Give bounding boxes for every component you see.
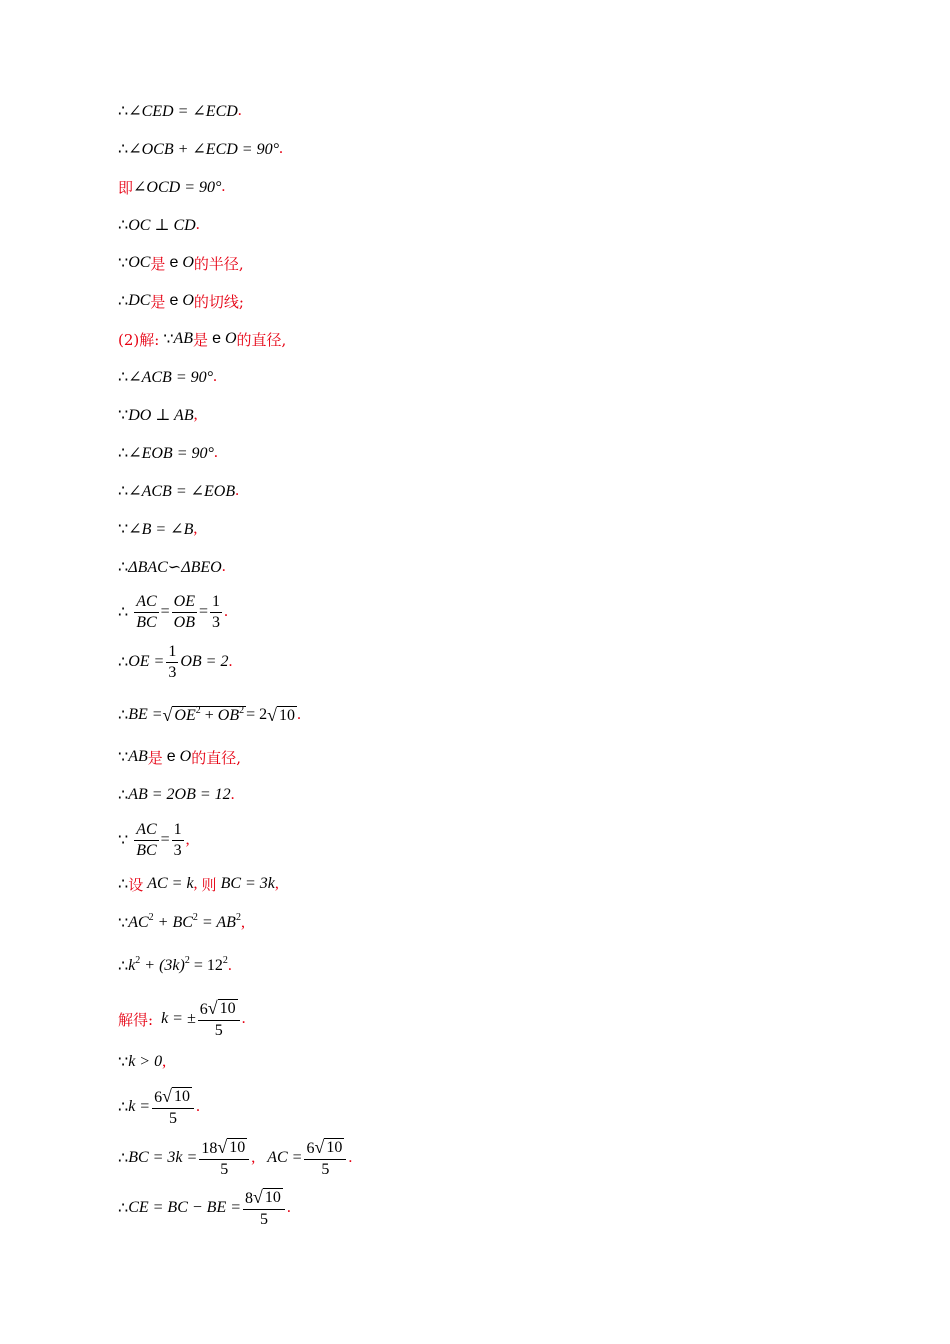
punctuation: .	[195, 1098, 200, 1115]
circle-symbol: e	[169, 254, 179, 271]
math-expression: k =	[128, 1098, 151, 1115]
math-variable: O	[179, 748, 192, 765]
proof-line-22	[118, 951, 232, 981]
chinese-text: 是	[150, 254, 166, 273]
punctuation: .	[279, 140, 283, 157]
therefore-symbol: ∴	[118, 369, 129, 386]
proof-line-26	[118, 1136, 352, 1180]
chinese-text: 的直径,	[236, 330, 287, 349]
math-expression: BE =	[128, 706, 163, 723]
circle-symbol: e	[212, 330, 221, 347]
therefore-symbol: ∴	[118, 654, 129, 671]
math-expression: AC = k	[147, 875, 194, 892]
math-expression: ∠ACB = 90°	[128, 369, 214, 386]
proof-line-13	[118, 552, 226, 582]
math-expression: ∠B = ∠B	[128, 521, 194, 538]
because-symbol: ∵	[118, 521, 129, 538]
fraction: 8 √ 10 5	[243, 1188, 285, 1228]
math-variable: O	[224, 330, 237, 347]
therefore-symbol: ∴	[118, 876, 129, 893]
therefore-symbol: ∴	[118, 1099, 129, 1116]
therefore-symbol: ∴	[118, 1200, 129, 1217]
math-expression: ∠CED = ∠ECD	[128, 103, 238, 120]
punctuation: ,	[193, 875, 198, 892]
punctuation: .	[221, 178, 226, 195]
proof-line-23	[118, 997, 246, 1041]
punctuation: .	[297, 706, 302, 723]
math-expression: DO ⊥ AB	[128, 407, 194, 424]
punctuation: .	[235, 482, 240, 499]
therefore-symbol: ∴	[118, 217, 129, 234]
punctuation: .	[224, 603, 229, 620]
therefore-symbol: ∴	[118, 707, 129, 724]
fraction: $\frac{1}{3}$	[168, 642, 177, 681]
proof-line-4	[118, 210, 200, 240]
proof-line-12	[118, 514, 197, 544]
math-variable: OC	[128, 254, 151, 271]
fraction: $\frac{AC}{BC}$	[136, 820, 157, 859]
therefore-symbol: ∴	[118, 787, 129, 804]
punctuation: ,	[185, 831, 190, 848]
proof-line-2	[118, 134, 283, 164]
therefore-symbol: ∴	[118, 958, 129, 975]
chinese-text: 的直径,	[191, 748, 241, 767]
proof-line-17	[118, 742, 241, 772]
proof-line-19	[118, 820, 190, 860]
math-expression: BC = 3k	[220, 875, 275, 892]
because-symbol: ∵	[118, 255, 129, 272]
chinese-text: 设	[128, 875, 144, 894]
proof-line-15	[118, 642, 232, 682]
because-symbol: ∵	[163, 331, 174, 348]
proof-line-7	[118, 324, 286, 354]
therefore-symbol: ∴	[118, 445, 129, 462]
therefore-symbol: ∴	[118, 103, 129, 120]
punctuation: .	[237, 102, 242, 119]
punctuation: .	[230, 786, 235, 803]
because-symbol: ∵	[118, 407, 129, 424]
punctuation: .	[228, 653, 233, 670]
chinese-text: 则	[201, 875, 217, 894]
punctuation: .	[221, 558, 226, 575]
math-expression: ∠ACB = ∠EOB	[128, 483, 236, 500]
math-expression: OE =	[128, 653, 165, 670]
math-variable: AB	[128, 748, 148, 765]
fraction: 6 √ 10 5	[152, 1087, 194, 1127]
equals-sign: =	[160, 831, 170, 848]
because-symbol: ∵	[118, 832, 129, 849]
square-root: √ 10	[267, 704, 296, 725]
proof-line-5	[118, 248, 244, 278]
punctuation: .	[241, 1010, 246, 1027]
punctuation: .	[286, 1199, 291, 1216]
therefore-symbol: ∴	[118, 559, 129, 576]
chinese-prefix: 即	[118, 178, 134, 197]
math-expression: ∠OCB + ∠ECD = 90°	[128, 141, 279, 158]
circle-symbol: e	[169, 292, 179, 309]
proof-line-18	[118, 780, 235, 810]
punctuation: ,	[251, 1149, 256, 1166]
fraction: $\frac{OE}{OB}$	[173, 592, 195, 631]
proof-line-8	[118, 362, 217, 392]
proof-line-25	[118, 1085, 200, 1129]
therefore-symbol: ∴	[118, 483, 129, 500]
math-expression: OC ⊥ CD	[128, 217, 196, 234]
math-expression: $AC^2 + BC^2 = AB^2$	[128, 912, 241, 931]
math-expression: AB = 2OB = 12	[128, 786, 231, 803]
math-variable: AB	[173, 330, 194, 347]
fraction: 6 √ 10 5	[304, 1138, 346, 1178]
chinese-prefix: 解得:	[118, 1010, 154, 1029]
chinese-text: 是	[193, 330, 209, 349]
fraction: 18 √ 10 5	[199, 1138, 249, 1178]
punctuation: ,	[240, 914, 245, 931]
punctuation: ,	[193, 406, 198, 423]
because-symbol: ∵	[118, 1054, 129, 1071]
proof-line-11	[118, 476, 239, 506]
math-expression: k > 0	[128, 1053, 163, 1070]
proof-line-24	[118, 1047, 166, 1077]
proof-line-27	[118, 1186, 291, 1230]
punctuation: ,	[274, 875, 279, 892]
punctuation: .	[348, 1149, 353, 1166]
proof-line-6	[118, 286, 244, 316]
therefore-symbol: ∴	[118, 293, 129, 310]
fraction: 6 √ 10 5	[198, 999, 240, 1039]
math-expression: BC = 3k =	[128, 1149, 198, 1166]
equals-sign: =	[199, 603, 209, 620]
proof-line-14	[118, 592, 228, 632]
chinese-text: 是	[150, 292, 166, 311]
fraction: $\frac{1}{3}$	[173, 820, 182, 859]
punctuation: .	[213, 444, 218, 461]
math-expression: OB = 2	[180, 653, 229, 670]
chinese-text: 的切线;	[193, 292, 244, 311]
proof-line-1	[118, 96, 242, 126]
math-variable: O	[182, 292, 194, 309]
proof-line-3	[118, 172, 225, 202]
part-label: (2)解:	[118, 330, 160, 349]
fraction: $\frac{1}{3}$	[212, 592, 221, 631]
punctuation: .	[227, 957, 232, 974]
fraction: $\frac{AC}{BC}$	[136, 592, 157, 631]
math-expression: $k^2 + (3k)^2 = 12^2$	[128, 955, 228, 974]
equals-sign: =	[160, 603, 170, 620]
punctuation: ,	[193, 520, 198, 537]
square-root: √ $OE^2 + OB^2$	[162, 704, 245, 725]
math-expression: = 2	[246, 706, 268, 723]
proof-line-20	[118, 869, 279, 899]
math-expression: k = ±	[161, 1010, 196, 1027]
because-symbol: ∵	[118, 915, 129, 932]
chinese-text: 的半径,	[193, 254, 244, 273]
therefore-symbol: ∴	[118, 604, 129, 621]
math-variable: O	[182, 254, 194, 271]
because-symbol: ∵	[118, 749, 129, 766]
proof-line-9	[118, 400, 198, 430]
punctuation: .	[195, 216, 200, 233]
proof-line-16	[118, 700, 301, 730]
proof-line-10	[118, 438, 218, 468]
math-expression: ΔBAC∽ΔBEO	[128, 559, 222, 576]
punctuation: ,	[162, 1053, 167, 1070]
proof-line-21	[118, 908, 245, 938]
therefore-symbol: ∴	[118, 1150, 129, 1167]
punctuation: .	[213, 368, 218, 385]
therefore-symbol: ∴	[118, 141, 129, 158]
math-expression: ∠OCD = 90°	[133, 179, 222, 196]
math-expression: AC =	[267, 1149, 303, 1166]
math-variable: DC	[128, 292, 151, 309]
math-expression: CE = BC − BE =	[128, 1199, 242, 1216]
chinese-text: 是	[147, 748, 163, 767]
circle-symbol: e	[166, 748, 176, 765]
math-expression: ∠EOB = 90°	[128, 445, 214, 462]
